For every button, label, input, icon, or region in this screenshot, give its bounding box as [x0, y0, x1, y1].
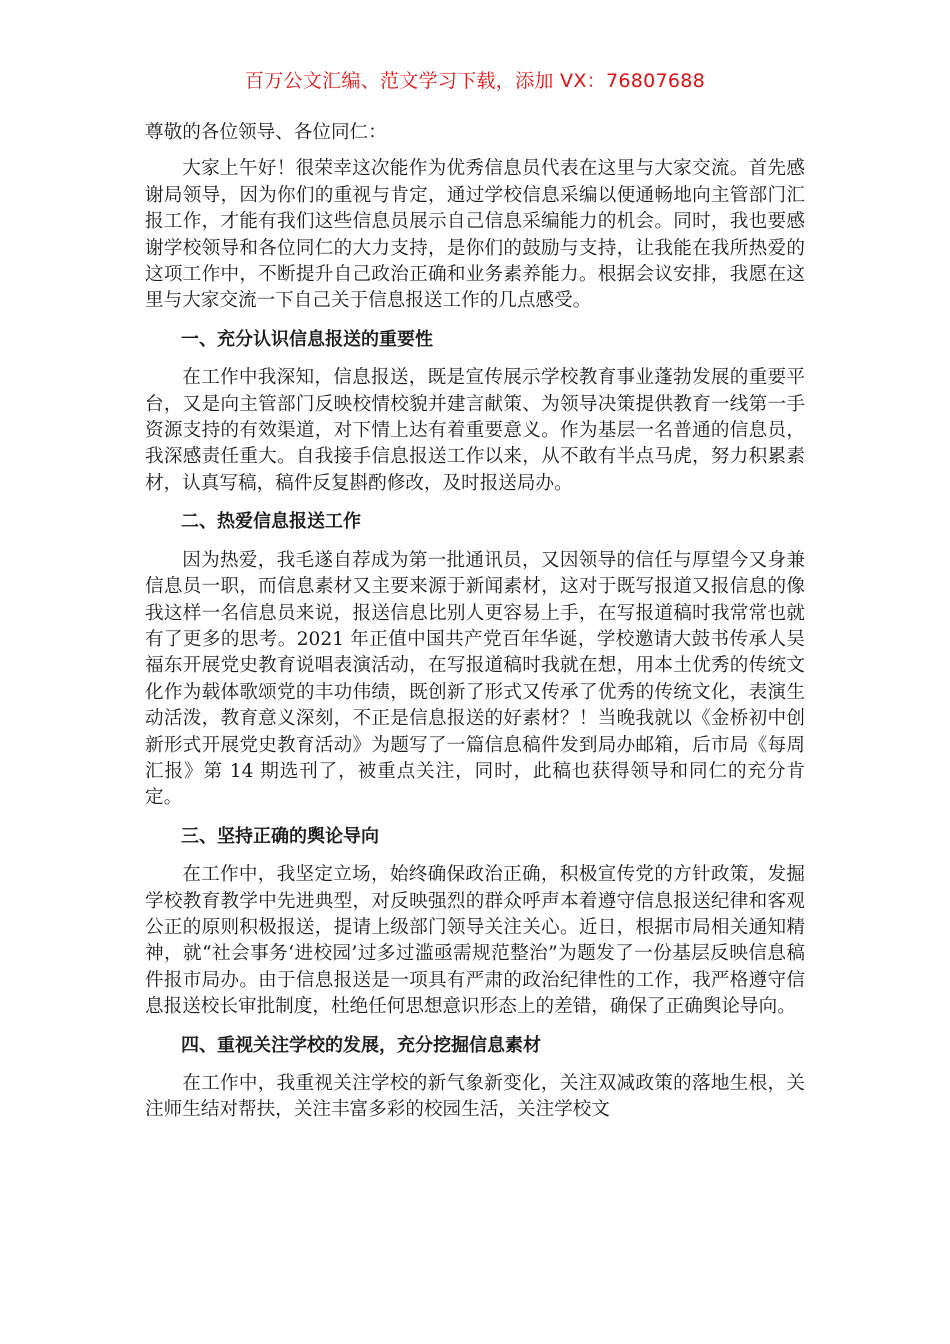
section-body-1: 在工作中我深知，信息报送，既是宣传展示学校教育事业蓬勃发展的重要平台，又是向主管部门反映校情校貌并建言献策、为领导决策提供教育一线第一手资源支持的有效渠道，对下情上达有着重要意义。作为基层一名普通的信息员，我深感责任重大。自我接手信息报送工作以来，从不敢有半点马虎，努力积累素材，认真写稿，稿件反复斟酌修改，及时报送局办。 [145, 367, 805, 494]
section-body-3: 在工作中，我坚定立场，始终确保政治正确，积极宣传党的方针政策，发掘学校教育教学中先进典型，对反映强烈的群众呼声本着遵守信息报送纪律和客观公正的原则积极报送，提请上级部门领导关注关心。近日，根据市局相关通知精神，就“社会事务‘进校园’过多过滥亟需规范整治”为题发了一份基层反映信息稿件报市局办。由于信息报送是一项具有严肃的政治纪律性的工作，我严格遵守信息报送校长审批制度，杜绝任何思想意识形态上的差错，确保了正确舆论导向。 [145, 864, 805, 1018]
section-body-2: 因为热爱，我毛遂自荐成为第一批通讯员，又因领导的信任与厚望今又身兼信息员一职，而信息素材又主要来源于新闻素材，这对于既写报道又报信息的像我这样一名信息员来说，报送信息比别人更容易上手，在写报道稿时我常常也就有了更多的思考。2021 年正值中国共产党百年华诞，学校邀请大鼓书传承人吴福东开展党史教育说唱表演活动，在写报道稿时我就在想，用本土优秀的传统文化作为载体歌颂党的丰功伟绩，既创新了形式又传承了优秀的传统文化，表演生动活泼，教育意义深刻，不正是信息报送的好素材？！当晚我就以《金桥初中创新形式开展党史教育活动》为题写了一篇信息稿件发到局办邮箱，后市局《每周汇报》第 14 期选刊了，被重点关注，同时，此稿也获得领导和同仁的充分肯定。 [145, 549, 805, 809]
intro-paragraph: 大家上午好！很荣幸这次能作为优秀信息员代表在这里与大家交流。首先感谢局领导，因为你们的重视与肯定，通过学校信息采编以便通畅地向主管部门汇报工作，才能有我们这些信息员展示自己信息采编能力的机会。同时，我也要感谢学校领导和各位同仁的大力支持，是你们的鼓励与支持，让我能在我所热爱的这项工作中，不断提升自己政治正确和业务素养能力。根据会议安排，我愿在这里与大家交流一下自己关于信息报送工作的几点感受。 [145, 158, 805, 312]
section-heading-2: 二、热爱信息报送工作 [181, 511, 361, 533]
document-body [145, 120, 805, 1136]
section-heading-3: 三、坚持正确的舆论导向 [181, 825, 379, 847]
section-heading-4: 四、重视关注学校的发展，充分挖掘信息素材 [181, 1034, 541, 1056]
section-heading-1: 一、充分认识信息报送的重要性 [181, 328, 433, 350]
watermark-header: 百万公文汇编、范文学习下载，添加 VX：76807688 [244, 70, 706, 92]
salutation: 尊敬的各位领导、各位同仁： [145, 122, 387, 143]
section-body-4: 在工作中，我重视关注学校的新气象新变化，关注双减政策的落地生根，关注师生结对帮扶，关注丰富多彩的校园生活，关注学校文 [145, 1073, 805, 1121]
